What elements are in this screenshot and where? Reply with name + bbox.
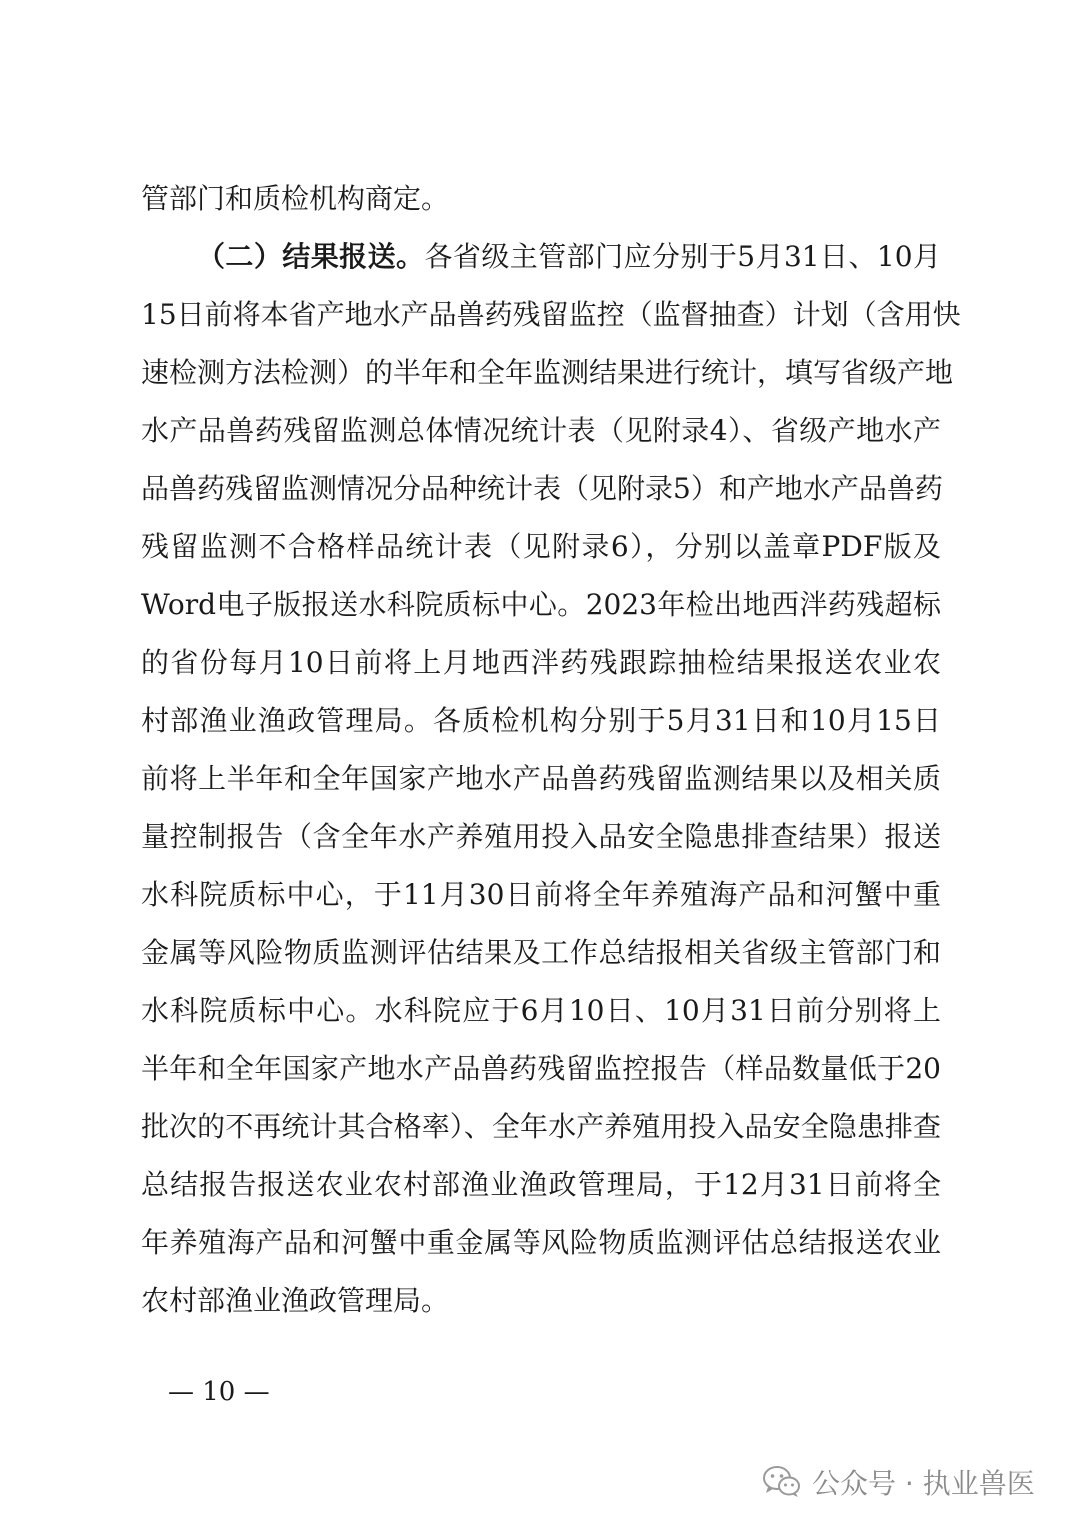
paragraph-2-line: 品兽药残留监测情况分品种统计表（见附录5）和产地水产品兽药 <box>141 472 943 505</box>
paragraph-2-line: 总结报告报送农业农村部渔业渔政管理局，于12月31日前将全 <box>141 1168 941 1201</box>
paragraph-2-line: 水产品兽药残留监测总体情况统计表（见附录4）、省级产地水产 <box>141 414 941 447</box>
paragraph-2-line: 半年和全年国家产地水产品兽药残留监控报告（样品数量低于20 <box>141 1052 941 1085</box>
paragraph-2-line: 速检测方法检测）的半年和全年监测结果进行统计，填写省级产地 <box>141 356 954 389</box>
page-number: — 10 — <box>168 1377 270 1407</box>
paragraph-2-line: 的省份每月10日前将上月地西泮药残跟踪抽检结果报送农业农 <box>141 646 941 679</box>
body-text <box>141 170 961 1330</box>
paragraph-2-line: 年养殖海产品和河蟹中重金属等风险物质监测评估总结报送农业 <box>141 1226 941 1259</box>
wechat-icon <box>762 1465 802 1499</box>
paragraph-2-line: Word电子版报送水科院质标中心。2023年检出地西泮药残超标 <box>141 588 941 621</box>
paragraph-2-last-line: 农村部渔业渔政管理局。 <box>141 1284 450 1317</box>
paragraph-2-line: 前将上半年和全年国家产地水产品兽药残留监测结果以及相关质 <box>141 762 941 795</box>
paragraph-2-line: 金属等风险物质监测评估结果及工作总结报相关省级主管部门和 <box>141 936 941 969</box>
watermark-text: 公众号 · 执业兽医 <box>812 1467 1035 1500</box>
wechat-watermark <box>762 1458 1035 1506</box>
paragraph-2-line: 残留监测不合格样品统计表（见附录6），分别以盖章PDF版及 <box>141 530 941 563</box>
section-heading: （二）结果报送。 <box>197 240 425 273</box>
paragraph-2-first-line <box>141 228 941 286</box>
paragraph-2-line: 批次的不再统计其合格率）、全年水产养殖用投入品安全隐患排查 <box>141 1110 941 1143</box>
paragraph-2-line: 15日前将本省产地水产品兽药残留监控（监督抽查）计划（含用快 <box>141 298 961 331</box>
paragraph-1-tail: 管部门和质检机构商定。 <box>141 182 450 215</box>
paragraph-2-first-line-rest: 各省级主管部门应分别于5月31日、10月 <box>424 240 941 273</box>
paragraph-2-line: 水科院质标中心，于11月30日前将全年养殖海产品和河蟹中重 <box>141 878 941 911</box>
paragraph-2-line: 村部渔业渔政管理局。各质检机构分别于5月31日和10月15日 <box>141 704 941 737</box>
paragraph-2-line: 水科院质标中心。水科院应于6月10日、10月31日前分别将上 <box>141 994 941 1027</box>
paragraph-2-line: 量控制报告（含全年水产养殖用投入品安全隐患排查结果）报送 <box>141 820 941 853</box>
